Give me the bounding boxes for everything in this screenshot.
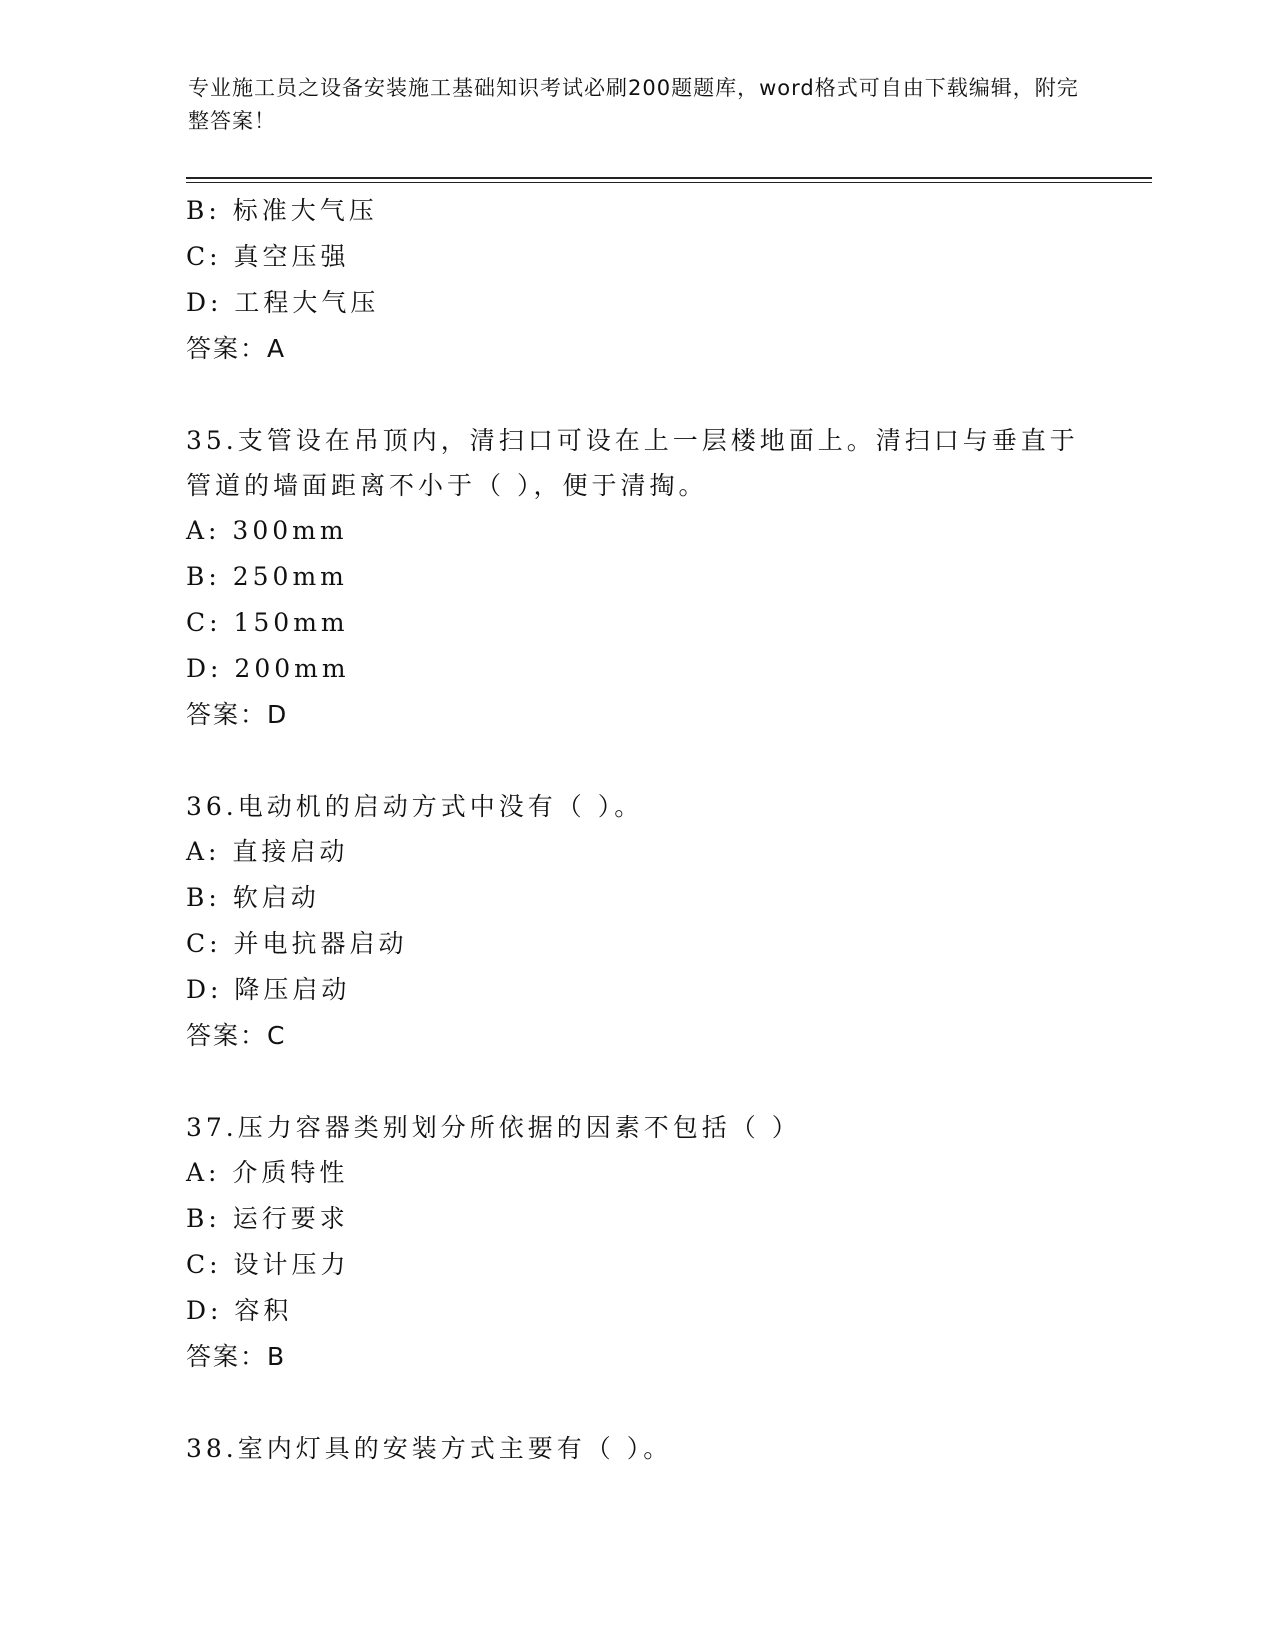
question-list [186, 188, 1106, 1471]
question-38-text: 38.室内灯具的安装方式主要有（ ）。 [186, 1434, 673, 1463]
question-37-text: 37.压力容器类别划分所依据的因素不包括（ ） [186, 1113, 801, 1142]
answer-line: 答案：C [186, 1021, 287, 1050]
option-c: C: 设计压力 [186, 1250, 350, 1279]
answer-line: 答案：D [186, 700, 289, 729]
header-divider [186, 177, 1152, 179]
answer-line: 答案：B [186, 1342, 287, 1371]
option-d: D: 容积 [186, 1296, 293, 1325]
document-header [188, 72, 1088, 138]
question-36-text: 36.电动机的启动方式中没有（ ）。 [186, 792, 644, 821]
option-b: B: 250mm [186, 562, 348, 591]
option-b: B: 运行要求 [186, 1204, 349, 1233]
option-b: B: 标准大气压 [186, 196, 378, 225]
header-title: 专业施工员之设备安装施工基础知识考试必刷200题题库，word格式可自由下载编辑，附完整答案！ [188, 76, 1079, 133]
option-c: C: 真空压强 [186, 242, 350, 271]
question-35-text: 35.支管设在吊顶内，清扫口可设在上一层楼地面上。清扫口与垂直于管道的墙面距离不小于（ ），便于清掏。 [186, 426, 1079, 500]
option-d: D: 200mm [186, 654, 350, 683]
option-a: A: 300mm [186, 516, 348, 545]
option-a: A: 介质特性 [186, 1158, 349, 1187]
answer-line: 答案：A [186, 334, 287, 363]
option-d: D: 降压启动 [186, 975, 351, 1004]
option-d: D: 工程大气压 [186, 288, 380, 317]
option-c: C: 并电抗器启动 [186, 929, 408, 958]
option-a: A: 直接启动 [186, 837, 349, 866]
option-c: C: 150mm [186, 608, 349, 637]
option-b: B: 软启动 [186, 883, 320, 912]
header-divider-thin [186, 182, 1152, 183]
